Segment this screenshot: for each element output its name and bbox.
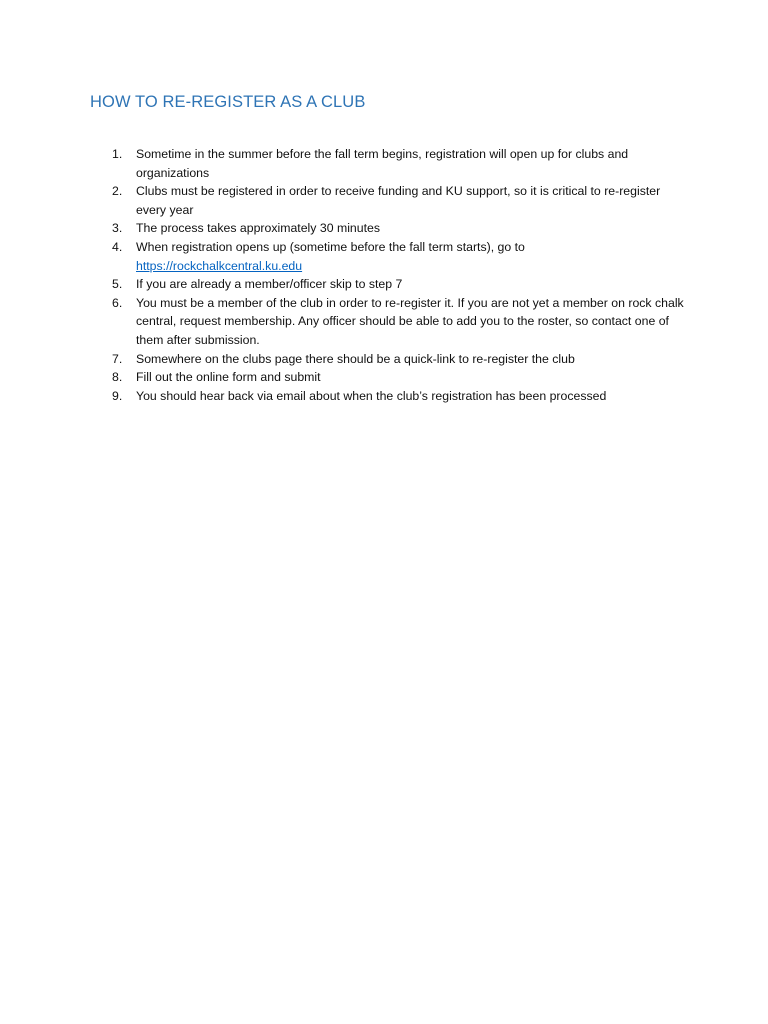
step-text: Somewhere on the clubs page there should be a quick-link to re-register the club — [136, 351, 575, 366]
step-number: 4. — [112, 239, 123, 254]
list-item — [112, 350, 684, 369]
list-item — [112, 238, 684, 275]
step-text: Fill out the online form and submit — [136, 370, 321, 385]
step-number: 7. — [112, 351, 123, 366]
step-number: 6. — [112, 295, 123, 310]
step-text: You should hear back via email about when the club’s registration has been processed — [136, 388, 607, 403]
step-number: 8. — [112, 370, 123, 385]
step-text-with-link — [136, 238, 684, 275]
step-number: 3. — [112, 221, 123, 236]
step-text: Clubs must be registered in order to receive funding and KU support, so it is critical to re-register every year — [136, 184, 661, 217]
step-number: 5. — [112, 277, 123, 292]
step-text: Sometime in the summer before the fall term begins, registration will open up for clubs and organizations — [136, 147, 629, 180]
step-text: If you are already a member/officer skip to step 7 — [136, 277, 403, 292]
list-item — [112, 145, 684, 182]
list-item — [112, 275, 684, 294]
list-item — [112, 368, 684, 387]
step-number: 1. — [112, 147, 123, 161]
document-title: HOW TO RE-REGISTER AS A CLUB — [90, 93, 366, 111]
step-text: The process takes approximately 30 minutes — [136, 221, 381, 236]
list-item — [112, 219, 684, 238]
step-text: You must be a member of the club in order to re-register it. If you are not yet a member on rock chalk central, request membership. Any officer should be able to add you to the roster, so contact one of them after submission. — [136, 295, 684, 347]
step-number: 2. — [112, 184, 123, 199]
list-item — [112, 387, 684, 406]
list-item — [112, 182, 684, 219]
step-number: 9. — [112, 388, 123, 403]
rockchalkcentral-link[interactable]: https://rockchalkcentral.ku.edu — [136, 258, 303, 273]
step-text: When registration opens up (sometime before the fall term starts), go to — [136, 239, 525, 254]
steps-list — [112, 145, 684, 405]
list-item — [112, 294, 684, 350]
